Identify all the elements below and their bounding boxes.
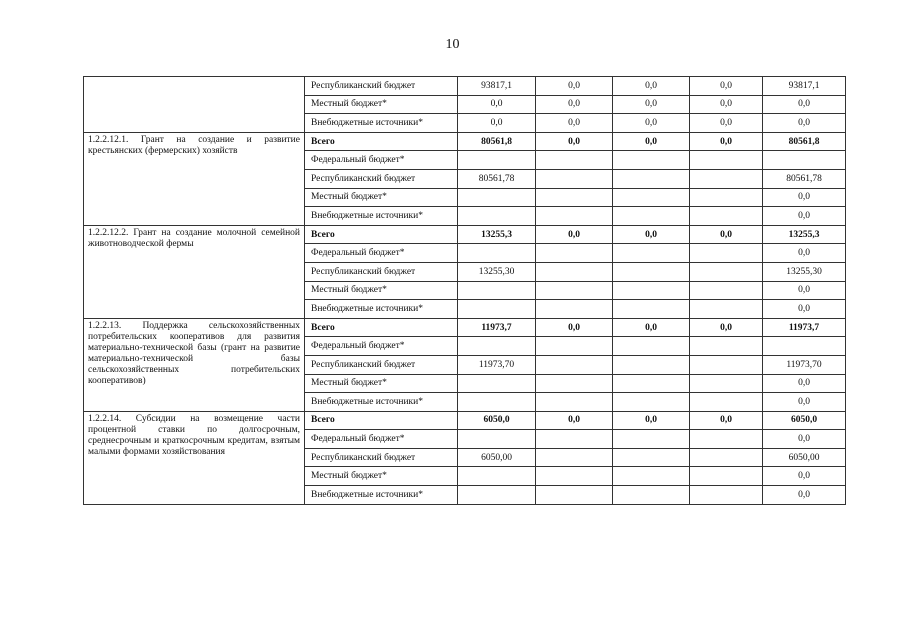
amount-cell (458, 486, 536, 505)
amount-cell: 11973,70 (763, 355, 846, 374)
amount-cell (613, 448, 690, 467)
program-name-cell: 1.2.2.12.2. Грант на создание молочной семейной животноводческой фермы (84, 225, 305, 318)
amount-cell (613, 169, 690, 188)
amount-cell (536, 448, 613, 467)
amount-cell: 11973,7 (763, 318, 846, 337)
funding-source-cell: Всего (305, 318, 458, 337)
amount-cell (690, 207, 763, 226)
amount-cell: 0,0 (763, 188, 846, 207)
amount-cell: 0,0 (458, 114, 536, 133)
funding-source-cell: Всего (305, 411, 458, 430)
amount-cell (536, 486, 613, 505)
amount-cell: 0,0 (613, 114, 690, 133)
amount-cell: 0,0 (613, 132, 690, 151)
amount-cell (458, 244, 536, 263)
amount-cell: 0,0 (690, 77, 763, 96)
amount-cell (690, 374, 763, 393)
amount-cell (613, 151, 690, 170)
amount-cell: 0,0 (536, 132, 613, 151)
funding-source-cell: Внебюджетные источники* (305, 114, 458, 133)
amount-cell (690, 393, 763, 412)
funding-source-cell: Внебюджетные источники* (305, 486, 458, 505)
amount-cell: 0,0 (690, 318, 763, 337)
amount-cell (458, 430, 536, 449)
amount-cell: 93817,1 (458, 77, 536, 96)
amount-cell: 11973,70 (458, 355, 536, 374)
amount-cell: 93817,1 (763, 77, 846, 96)
amount-cell (690, 151, 763, 170)
amount-cell (458, 151, 536, 170)
amount-cell (536, 262, 613, 281)
funding-source-cell: Республиканский бюджет (305, 448, 458, 467)
amount-cell: 0,0 (763, 486, 846, 505)
funding-source-cell: Федеральный бюджет* (305, 151, 458, 170)
amount-cell (690, 188, 763, 207)
amount-cell: 0,0 (536, 318, 613, 337)
amount-cell (536, 151, 613, 170)
amount-cell: 0,0 (690, 132, 763, 151)
amount-cell (536, 374, 613, 393)
amount-cell: 6050,0 (458, 411, 536, 430)
amount-cell: 0,0 (763, 207, 846, 226)
amount-cell: 0,0 (613, 225, 690, 244)
amount-cell (613, 207, 690, 226)
table-row (84, 318, 846, 337)
funding-source-cell: Республиканский бюджет (305, 262, 458, 281)
amount-cell (690, 467, 763, 486)
amount-cell (690, 244, 763, 263)
page-number: 10 (445, 37, 460, 52)
amount-cell: 6050,0 (763, 411, 846, 430)
amount-cell (690, 486, 763, 505)
funding-source-cell: Внебюджетные источники* (305, 393, 458, 412)
amount-cell (458, 337, 536, 356)
amount-cell (690, 430, 763, 449)
funding-source-cell: Всего (305, 132, 458, 151)
amount-cell: 0,0 (536, 411, 613, 430)
table-body (84, 77, 846, 505)
amount-cell (536, 393, 613, 412)
amount-cell: 80561,8 (763, 132, 846, 151)
funding-source-cell: Всего (305, 225, 458, 244)
amount-cell: 13255,30 (458, 262, 536, 281)
funding-source-cell: Внебюджетные источники* (305, 207, 458, 226)
funding-source-cell: Республиканский бюджет (305, 355, 458, 374)
program-name-cell: 1.2.2.12.1. Грант на создание и развитие крестьянских (фермерских) хозяйств (84, 132, 305, 225)
amount-cell (458, 393, 536, 412)
budget-table (83, 76, 846, 505)
amount-cell: 0,0 (613, 411, 690, 430)
amount-cell: 0,0 (763, 374, 846, 393)
amount-cell (536, 337, 613, 356)
funding-source-cell: Местный бюджет* (305, 467, 458, 486)
amount-cell (690, 300, 763, 319)
amount-cell (763, 337, 846, 356)
funding-source-cell: Местный бюджет* (305, 281, 458, 300)
amount-cell (690, 337, 763, 356)
amount-cell (536, 244, 613, 263)
amount-cell (458, 374, 536, 393)
amount-cell: 6050,00 (458, 448, 536, 467)
funding-source-cell: Внебюджетные источники* (305, 300, 458, 319)
amount-cell (458, 467, 536, 486)
amount-cell: 11973,7 (458, 318, 536, 337)
amount-cell: 0,0 (536, 225, 613, 244)
amount-cell (458, 207, 536, 226)
amount-cell (763, 151, 846, 170)
table-row (84, 132, 846, 151)
program-name-cell: 1.2.2.13. Поддержка сельскохозяйственных потребительских кооперативов для развития материально-технической базы (грант на развитие материально-технической базы сельскохозяйственных потребительских кооперативов) (84, 318, 305, 411)
amount-cell (536, 281, 613, 300)
amount-cell: 0,0 (763, 430, 846, 449)
amount-cell: 0,0 (613, 77, 690, 96)
amount-cell: 0,0 (763, 300, 846, 319)
amount-cell (458, 188, 536, 207)
amount-cell: 0,0 (763, 393, 846, 412)
amount-cell (690, 355, 763, 374)
amount-cell: 80561,8 (458, 132, 536, 151)
amount-cell (536, 355, 613, 374)
amount-cell: 0,0 (690, 411, 763, 430)
amount-cell: 0,0 (690, 114, 763, 133)
amount-cell: 0,0 (690, 225, 763, 244)
amount-cell: 0,0 (613, 95, 690, 114)
amount-cell (613, 337, 690, 356)
funding-source-cell: Федеральный бюджет* (305, 430, 458, 449)
amount-cell (613, 355, 690, 374)
amount-cell: 0,0 (690, 95, 763, 114)
funding-source-cell: Республиканский бюджет (305, 169, 458, 188)
amount-cell: 0,0 (613, 318, 690, 337)
amount-cell (613, 188, 690, 207)
amount-cell: 0,0 (458, 95, 536, 114)
amount-cell: 0,0 (536, 114, 613, 133)
amount-cell (690, 448, 763, 467)
amount-cell (690, 169, 763, 188)
amount-cell: 0,0 (763, 467, 846, 486)
amount-cell (613, 393, 690, 412)
amount-cell: 0,0 (763, 114, 846, 133)
amount-cell (613, 262, 690, 281)
amount-cell: 0,0 (536, 95, 613, 114)
amount-cell (613, 300, 690, 319)
amount-cell: 0,0 (536, 77, 613, 96)
table-row (84, 225, 846, 244)
funding-source-cell: Федеральный бюджет* (305, 244, 458, 263)
funding-source-cell: Местный бюджет* (305, 188, 458, 207)
amount-cell: 0,0 (763, 244, 846, 263)
amount-cell (536, 188, 613, 207)
funding-source-cell: Республиканский бюджет (305, 77, 458, 96)
amount-cell (690, 281, 763, 300)
amount-cell: 0,0 (763, 281, 846, 300)
amount-cell (536, 467, 613, 486)
amount-cell (690, 262, 763, 281)
amount-cell: 13255,30 (763, 262, 846, 281)
amount-cell (613, 486, 690, 505)
funding-source-cell: Местный бюджет* (305, 95, 458, 114)
amount-cell (613, 430, 690, 449)
amount-cell (458, 281, 536, 300)
funding-source-cell: Местный бюджет* (305, 374, 458, 393)
amount-cell: 13255,3 (763, 225, 846, 244)
amount-cell (613, 281, 690, 300)
amount-cell (536, 207, 613, 226)
amount-cell: 6050,00 (763, 448, 846, 467)
amount-cell: 80561,78 (763, 169, 846, 188)
program-name-cell: 1.2.2.14. Субсидии на возмещение части процентной ставки по долгосрочным, среднесрочным и краткосрочным кредитам, взятым малыми формами хозяйствования (84, 411, 305, 504)
amount-cell (613, 244, 690, 263)
amount-cell (536, 169, 613, 188)
table-row (84, 411, 846, 430)
amount-cell: 13255,3 (458, 225, 536, 244)
table-row (84, 77, 846, 96)
amount-cell (536, 300, 613, 319)
amount-cell (613, 467, 690, 486)
program-name-cell (84, 77, 305, 133)
amount-cell: 0,0 (763, 95, 846, 114)
funding-source-cell: Федеральный бюджет* (305, 337, 458, 356)
amount-cell (536, 430, 613, 449)
amount-cell: 80561,78 (458, 169, 536, 188)
amount-cell (613, 374, 690, 393)
amount-cell (458, 300, 536, 319)
